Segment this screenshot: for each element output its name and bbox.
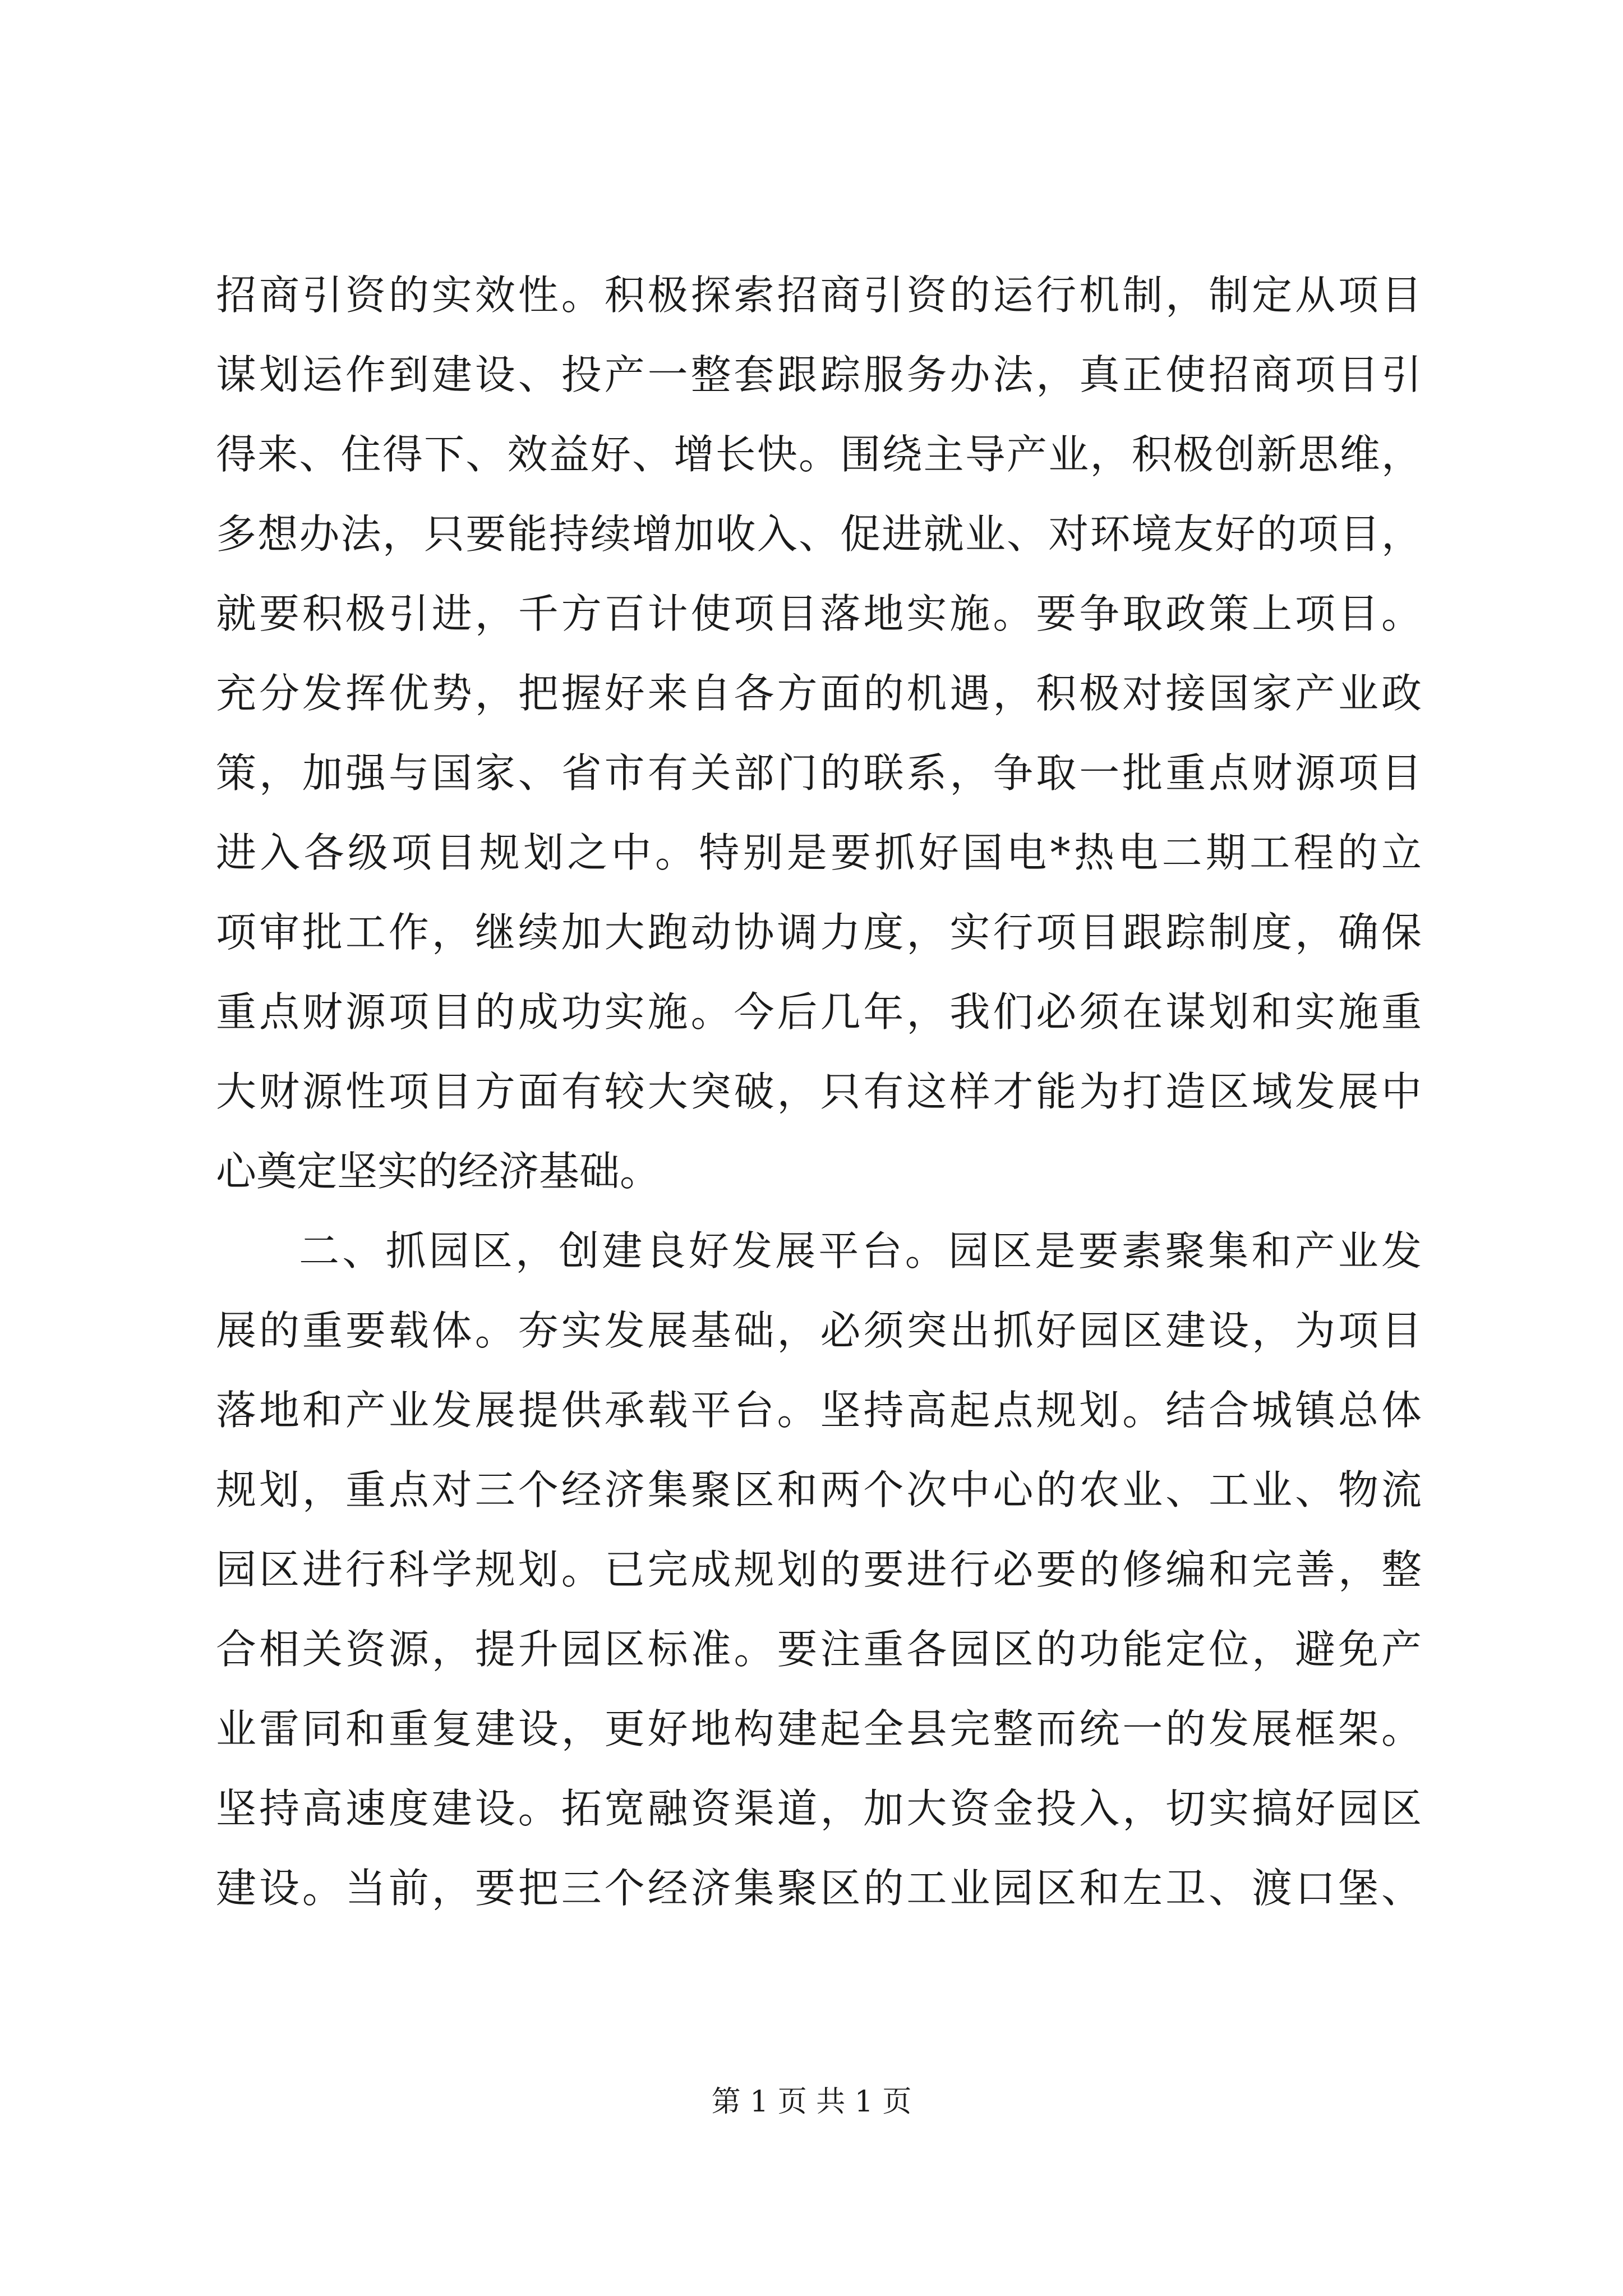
paragraph-1-line-2: 谋划运作到建设、投产一整套跟踪服务办法，真正使招商项目引: [216, 351, 1422, 398]
paragraph-2-line-7: 业雷同和重复建设，更好地构建起全县完整而统一的发展框架。: [216, 1705, 1422, 1752]
paragraph-2-line-3: 落地和产业发展提供承载平台。坚持高起点规划。结合城镇总体: [216, 1387, 1422, 1434]
paragraph-1-line-7: 策，加强与国家、省市有关部门的联系，争取一批重点财源项目: [216, 749, 1422, 797]
document-body: [216, 255, 1422, 1928]
paragraph-1-line-9: 项审批工作，继续加大跑动协调力度，实行项目跟踪制度，确保: [216, 909, 1422, 956]
paragraph-2-line-6: 合相关资源，提升园区标准。要注重各园区的功能定位，避免产: [216, 1626, 1422, 1673]
paragraph-1-line-5: 就要积极引进，千方百计使项目落地实施。要争取政策上项目。: [216, 590, 1422, 637]
paragraph-1-line-6: 充分发挥优势，把握好来自各方面的机遇，积极对接国家产业政: [216, 670, 1422, 717]
paragraph-2-line-9: 建设。当前，要把三个经济集聚区的工业园区和左卫、渡口堡、: [216, 1865, 1422, 1912]
paragraph-1-line-4: 多想办法，只要能持续增加收入、促进就业、对环境友好的项目，: [216, 510, 1422, 558]
paragraph-1-line-3: 得来、住得下、效益好、增长快。围绕主导产业，积极创新思维，: [216, 431, 1422, 478]
paragraph-2-line-5: 园区进行科学规划。已完成规划的要进行必要的修编和完善，整: [216, 1546, 1422, 1593]
paragraph-1-line-8: 进入各级项目规划之中。特别是要抓好国电*热电二期工程的立: [216, 829, 1422, 876]
paragraph-1-line-1: 招商引资的实效性。积极探索招商引资的运行机制，制定从项目: [216, 272, 1422, 319]
paragraph-2-line-8: 坚持高速度建设。拓宽融资渠道，加大资金投入，切实搞好园区: [216, 1785, 1422, 1832]
paragraph-1-line-12: 心奠定坚实的经济基础。: [216, 1148, 661, 1195]
paragraph-2-line-2: 展的重要载体。夯实发展基础，必须突出抓好园区建设，为项目: [216, 1307, 1422, 1354]
page-footer: 第 1 页 共 1 页: [711, 2085, 912, 2119]
paragraph-1-line-10: 重点财源项目的成功实施。今后几年，我们必须在谋划和实施重: [216, 988, 1422, 1036]
paragraph-2-line-1: 二、抓园区，创建良好发展平台。园区是要素聚集和产业发: [299, 1227, 1422, 1274]
paragraph-1-line-11: 大财源性项目方面有较大突破，只有这样才能为打造区域发展中: [216, 1068, 1422, 1115]
paragraph-2-line-4: 规划，重点对三个经济集聚区和两个次中心的农业、工业、物流: [216, 1466, 1422, 1513]
